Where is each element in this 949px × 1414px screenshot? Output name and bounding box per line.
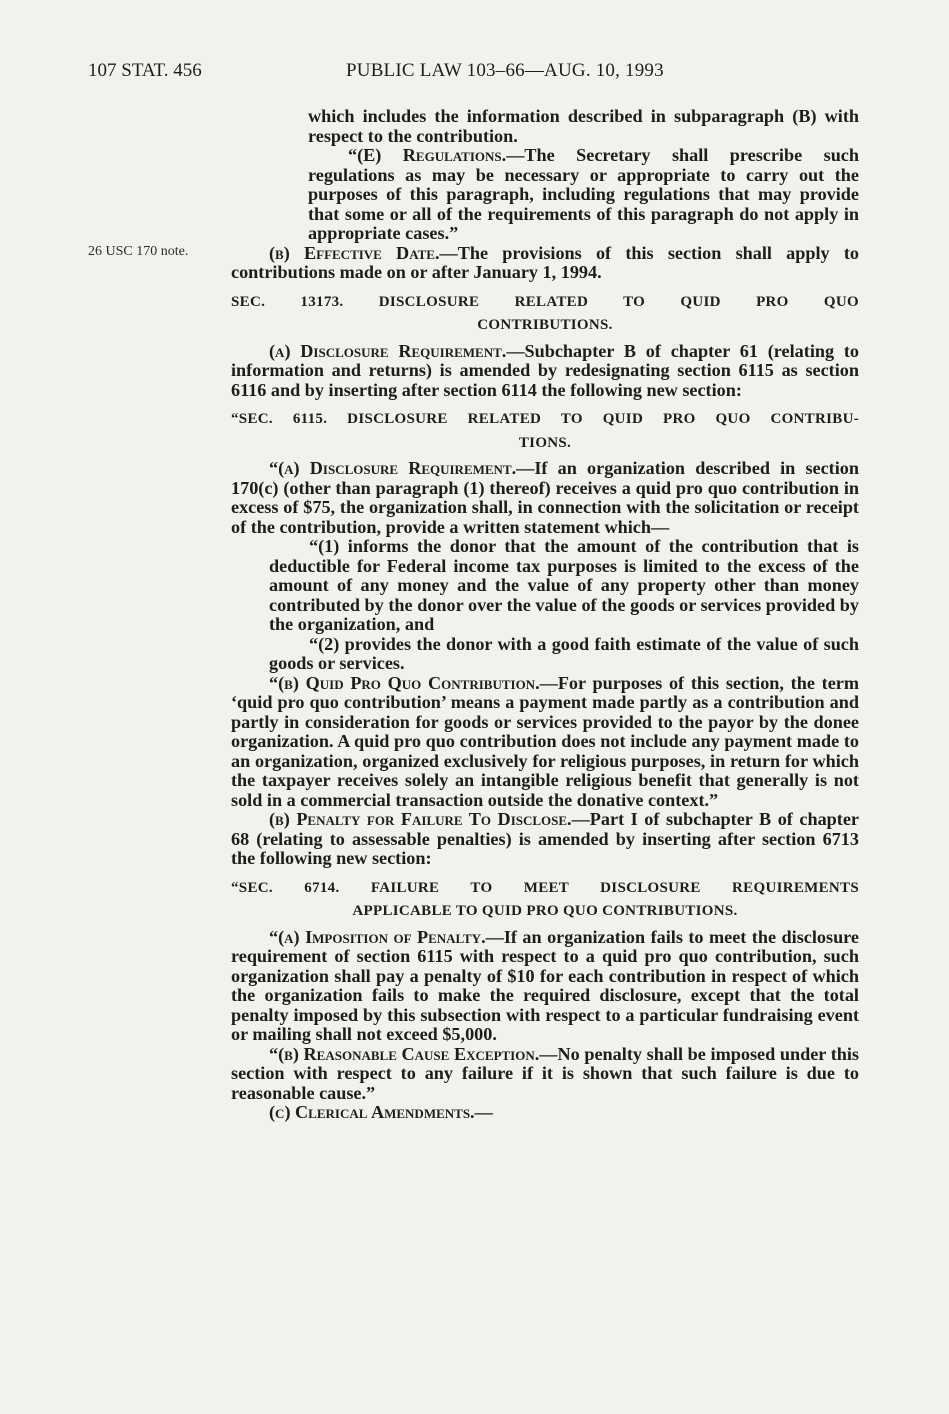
paragraph-effective-date <box>231 244 859 283</box>
paragraph-text: —Subchapter B of chapter 61 (relating to information and returns) is amended by redesignating section 6115 as section 6116 and by inserting after section 6114 the following new section: <box>231 340 860 400</box>
paragraph-regulations <box>231 146 859 244</box>
paragraph-heading: (b) Effective Date. <box>269 242 440 263</box>
section-heading-6115 <box>231 410 859 453</box>
section-heading-line: “SEC. 6714. FAILURE TO MEET DISCLOSURE REQUIREMENTS <box>231 879 859 896</box>
paragraph-text: —If an organization described in section 170(c) (other than paragraph (1) thereof) receives a quid pro quo contribution in excess of $75, the organization shall, in connection with the solicitation or receipt of the contribution, provide a written statement which— <box>231 458 859 537</box>
paragraph-heading: “(E) Regulations. <box>348 145 507 165</box>
paragraph-text: —For purposes of this section, the term ‘quid pro quo contribution’ means a payment made partly as a contribution and partly in consideration for goods or services provided to the payor by the donee organization. A quid pro quo contribution does not include any payment made to an organization, organized exclusively for religious purposes, in return for which the taxpayer receives solely an intangible religious benefit that generally is not sold in a commercial transaction outside the donative context.” <box>231 672 859 810</box>
paragraph-text: —If an organization fails to meet the disclosure requirement of section 6115 with respect to a quid pro quo contribution, such organization shall pay a penalty of $10 for each contribution in respect of which the organization fails to make the required disclosure, except that the total penalty imposed by this subsection with respect to a particular fundraising event or mailing shall not exceed $5,000. <box>231 926 859 1044</box>
paragraph-heading: “(b) Reasonable Cause Exception. <box>269 1043 540 1064</box>
paragraph-heading: “(a) Imposition of Penalty. <box>269 926 486 947</box>
section-heading-line: SEC. 13173. DISCLOSURE RELATED TO QUID PRO QUO <box>231 293 859 310</box>
paragraph-text: —Part I of subchapter B of chapter 68 (relating to assessable penalties) is amended by inserting after section 6713 the following new section: <box>231 809 859 868</box>
paragraph-6115-a-1: “(1) informs the donor that the amount of the contribution that is deductible for Federal income tax purposes is limited to the excess of the amount of any money and the value of any property other than money contributed by the donor over the value of the goods or services provided by the organization, and <box>269 536 859 634</box>
paragraph-text: —No penalty shall be imposed under this section with respect to any failure if it is shown that such failure is due to reasonable cause.” <box>231 1043 859 1103</box>
margin-note: 26 USC 170 note. <box>88 244 189 259</box>
paragraph-6714-a <box>231 928 859 1045</box>
section-heading-line: “SEC. 6115. DISCLOSURE RELATED TO QUID PRO QUO CONTRIBU- <box>231 411 859 427</box>
paragraph-heading: “(b) Quid Pro Quo Contribution. <box>269 672 540 693</box>
paragraph-text: —The Secretary shall prescribe such regulations as may be necessary or appropriate to carry out the purposes of this paragraph, including regulations that may provide that some or all of the requirements of this paragraph do not apply in appropriate cases.” <box>308 145 859 243</box>
public-law-title: PUBLIC LAW 103–66—AUG. 10, 1993 <box>346 60 664 81</box>
paragraph-heading: (b) Penalty for Failure To Disclose. <box>269 809 572 829</box>
paragraph-penalty <box>231 810 859 869</box>
paragraph-6115-a-2: “(2) provides the donor with a good faith estimate of the value of such goods or services. <box>269 633 859 673</box>
section-heading-line: CONTRIBUTIONS. <box>477 317 613 333</box>
paragraph-heading: (a) Disclosure Requirement. <box>269 340 507 361</box>
section-heading-line: APPLICABLE TO QUID PRO QUO CONTRIBUTIONS. <box>352 903 738 919</box>
paragraph-disclosure-requirement <box>231 342 859 401</box>
section-heading-6714 <box>231 879 859 922</box>
law-body <box>231 107 859 1123</box>
paragraph-text: — <box>474 1102 493 1122</box>
running-head <box>88 60 859 84</box>
statute-page-number: 107 STAT. 456 <box>88 60 202 81</box>
paragraph-6714-b <box>231 1045 859 1104</box>
section-heading-line: TIONS. <box>518 434 572 451</box>
paragraph-text: —The provisions of this section shall apply to contributions made on or after January 1, 1994. <box>231 242 860 282</box>
paragraph-6115-a <box>231 459 859 537</box>
paragraph-6115-b <box>231 674 859 811</box>
section-heading-13173 <box>231 293 859 336</box>
paragraph-heading: “(a) Disclosure Requirement. <box>269 458 517 478</box>
paragraph-continuation: which includes the information described in subparagraph (B) with respect to the contribution. <box>308 106 859 146</box>
paragraph-clerical <box>231 1103 859 1123</box>
paragraph-heading: (c) Clerical Amendments. <box>269 1102 475 1122</box>
